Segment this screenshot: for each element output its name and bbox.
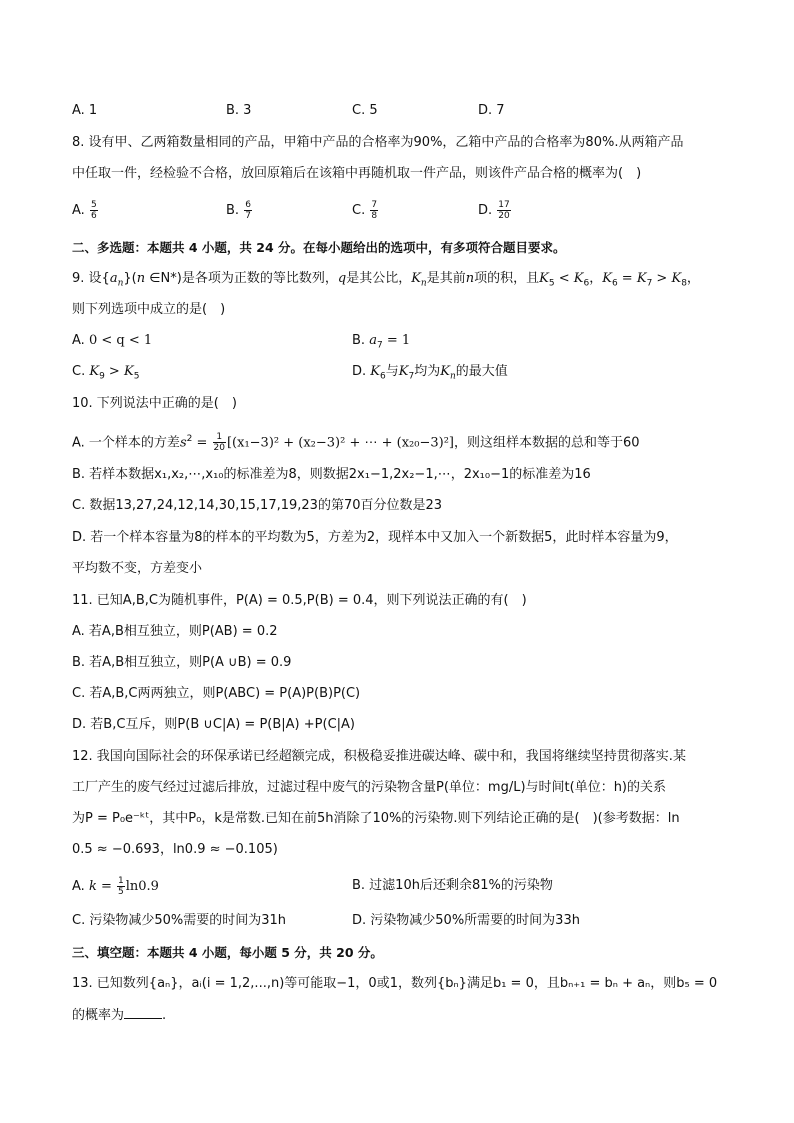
section-heading-multiple-choice: 二、多选题：本题共 4 小题，共 24 分。在每小题给出的选项中，有多项符合题目要求。 — [72, 240, 566, 255]
q13-stem-line2 — [72, 1006, 166, 1026]
option-label: A. — [72, 203, 89, 218]
fraction — [213, 432, 226, 453]
math-sub: 7 — [408, 371, 415, 382]
text: ∈N*)是各项为正数的等比数列， — [145, 271, 338, 286]
q9-stem-line2: 则下列选项中成立的是( ) — [72, 302, 226, 317]
math-sub: n — [420, 278, 427, 289]
denominator: 8 — [371, 211, 378, 221]
q8-option-d — [478, 200, 512, 221]
numerator: 17 — [498, 200, 510, 210]
option-label: A. — [72, 333, 89, 348]
math-var: K — [539, 271, 549, 286]
numerator: 7 — [371, 200, 378, 210]
text: 9. 设{ — [72, 271, 110, 286]
text: 均为 — [414, 364, 441, 379]
math-var: K — [89, 364, 100, 379]
math-var: n — [465, 271, 475, 286]
q10-option-b: B. 若样本数据x₁,x₂,⋯,x₁₀的标准差为8，则数据2x₁−1,2x₂−1,⋯，2x₁₀−1的标准差为16 — [72, 467, 591, 482]
math-var: s — [179, 435, 187, 451]
fraction — [244, 200, 252, 221]
text: 的最大值 — [455, 364, 508, 379]
math-expr: ln0.9 — [125, 879, 159, 894]
q11-option-d: D. 若B,C互斥，则P(B ∪C|A) = P(B|A) +P(C|A) — [72, 717, 355, 732]
option-label: C. — [72, 364, 90, 379]
math-op: = — [96, 879, 116, 894]
numerator: 5 — [90, 200, 97, 210]
fraction — [90, 200, 98, 221]
q9-stem-line1 — [72, 269, 700, 294]
q8-option-c — [352, 200, 379, 221]
math-op: < — [554, 271, 574, 286]
q8-stem-line2: 中任取一件，经检验不合格，放回原箱后在该箱中再随机取一件产品，则该件产品合格的概率为( ) — [72, 166, 642, 181]
option-label: D. — [478, 203, 497, 218]
math-expr: 0 < q < 1 — [88, 333, 153, 348]
option-label: D. — [352, 364, 371, 379]
q7-option-c: C. 5 — [352, 103, 378, 118]
text: ， — [589, 271, 603, 286]
math-sub: 5 — [133, 371, 140, 382]
q9-option-b — [352, 331, 410, 356]
q9-option-a — [72, 331, 152, 351]
q13-stem-line1: 13. 已知数列{aₙ}，aᵢ(i = 1,2,...,n)等可能取−1，0或1，数列{bₙ}满足b₁ = 0，且bₙ₊₁ = bₙ + aₙ，则b₅ = 0 — [72, 976, 718, 991]
denominator: 20 — [498, 211, 510, 221]
text: 是其前 — [426, 271, 466, 286]
q10-option-d-line2: 平均数不变，方差变小 — [72, 561, 203, 576]
math-sub: 7 — [646, 278, 653, 289]
q12-stem-line4: 0.5 ≈ −0.693，ln0.9 ≈ −0.105) — [72, 842, 278, 857]
q10-option-c: C. 数据13,27,24,12,14,30,15,17,19,23的第70百分位数是23 — [72, 498, 443, 513]
math-op: = — [192, 435, 212, 451]
text: ， — [686, 271, 700, 286]
math-var: K — [398, 364, 409, 379]
text: 的概率为 — [72, 1008, 125, 1023]
math-sub: 5 — [548, 278, 555, 289]
fraction — [117, 876, 125, 897]
text: A. 一个样本的方差 — [72, 435, 180, 451]
math-sub: n — [117, 278, 124, 289]
option-label: C. — [352, 203, 370, 218]
denominator: 5 — [118, 887, 124, 897]
math-expr: [(x₁−3)² + (x₂−3)² + ⋯ + (x₂₀−3)²] — [226, 435, 454, 451]
math-sub: n — [449, 371, 456, 382]
math-var: K — [411, 271, 421, 286]
numerator: 1 — [118, 876, 124, 886]
q9-option-c — [72, 362, 139, 387]
q11-option-c: C. 若A,B,C两两独立，则P(ABC) = P(A)P(B)P(C) — [72, 686, 361, 701]
q12-option-a — [72, 876, 159, 897]
math-var: K — [370, 364, 380, 379]
numerator: 1 — [213, 432, 226, 443]
q8-stem-line1: 8. 设有甲、乙两箱数量相同的产品，甲箱中产品的合格率为90%，乙箱中产品的合格率为80%.从两箱产品 — [72, 135, 684, 150]
math-var: a — [369, 333, 377, 348]
option-label: A. — [72, 879, 89, 894]
text: . — [162, 1008, 167, 1023]
math-sub: 6 — [380, 371, 386, 382]
q11-stem: 11. 已知A,B,C为随机事件，P(A) = 0.5,P(B) = 0.4，则下列说法正确的有( ) — [72, 593, 527, 608]
q7-option-b: B. 3 — [226, 103, 252, 118]
denominator: 7 — [245, 211, 251, 221]
math-var: q — [337, 271, 347, 286]
math-sub: 9 — [99, 371, 105, 382]
math-var: k — [88, 879, 97, 894]
q12-stem-line3: 为P = P₀e⁻ᵏᵗ，其中P₀，k是常数.已知在前5h消除了10%的污染物.则下列结论正确的是( )(参考数据：ln — [72, 811, 680, 826]
math-expr: = 1 — [382, 333, 411, 348]
math-var: K — [671, 271, 682, 286]
q11-option-b: B. 若A,B相互独立，则P(A ∪B) = 0.9 — [72, 655, 292, 670]
math-sub: 6 — [583, 278, 590, 289]
option-label: B. — [352, 333, 370, 348]
math-op: > — [104, 364, 124, 379]
option-label: B. — [226, 203, 244, 218]
math-var: K — [123, 364, 134, 379]
text: 与 — [385, 364, 399, 379]
q7-option-a: A. 1 — [72, 103, 98, 118]
text: }( — [123, 271, 137, 286]
math-sub: 6 — [611, 278, 618, 289]
math-sub: 8 — [681, 278, 687, 289]
q8-option-a — [72, 200, 99, 221]
fraction — [370, 200, 378, 221]
math-sub: 7 — [376, 340, 383, 351]
q10-option-a: A. 一个样本的方差$s^2$ = $\frac{1}{20}$ [(x₁−3)² + (x₂−3)² + ⋯ + (x₂₀−3)²]，则这组样本数据的总和等于60 — [72, 432, 640, 454]
q12-stem-line2: 工厂产生的废气经过过滤后排放，过滤过程中废气的污染物含量P(单位：mg/L)与时间t(单位：h)的关系 — [72, 780, 667, 795]
answer-blank[interactable] — [124, 1006, 162, 1019]
q7-option-d: D. 7 — [478, 103, 505, 118]
q11-option-a: A. 若A,B相互独立，则P(AB) = 0.2 — [72, 624, 278, 639]
q12-option-c: C. 污染物减少50%需要的时间为31h — [72, 913, 287, 928]
text: ，则这组样本数据的总和等于60 — [453, 435, 640, 451]
math-var: K — [440, 364, 450, 379]
denominator: 6 — [90, 211, 97, 221]
math-op: > — [652, 271, 672, 286]
math-op: = — [617, 271, 637, 286]
text: 项的积，且 — [474, 271, 540, 286]
q12-option-d: D. 污染物减少50%所需要的时间为33h — [352, 913, 580, 928]
math-var: K — [636, 271, 647, 286]
q10-option-d-line1: D. 若一个样本容量为8的样本的平均数为5，方差为2，现样本中又加入一个新数据5，此时样本容量为9， — [72, 530, 678, 545]
section-heading-fill-in: 三、填空题：本题共 4 小题，每小题 5 分，共 20 分。 — [72, 945, 383, 960]
q12-stem-line1: 12. 我国向国际社会的环保承诺已经超额完成，积极稳妥推进碳达峰、碳中和，我国将继续坚持贯彻落实.某 — [72, 749, 686, 764]
denominator: 20 — [213, 443, 225, 454]
numerator: 6 — [245, 200, 251, 210]
q10-stem: 10. 下列说法中正确的是( ) — [72, 396, 237, 411]
q12-option-b: B. 过滤10h后还剩余81%的污染物 — [352, 878, 553, 893]
math-var: a — [109, 271, 118, 286]
math-var: K — [602, 271, 612, 286]
math-var: K — [573, 271, 584, 286]
text: 是其公比， — [346, 271, 412, 286]
q8-option-b — [226, 200, 253, 221]
q9-option-d — [352, 362, 508, 387]
fraction — [497, 200, 510, 221]
math-var: n — [136, 271, 146, 286]
